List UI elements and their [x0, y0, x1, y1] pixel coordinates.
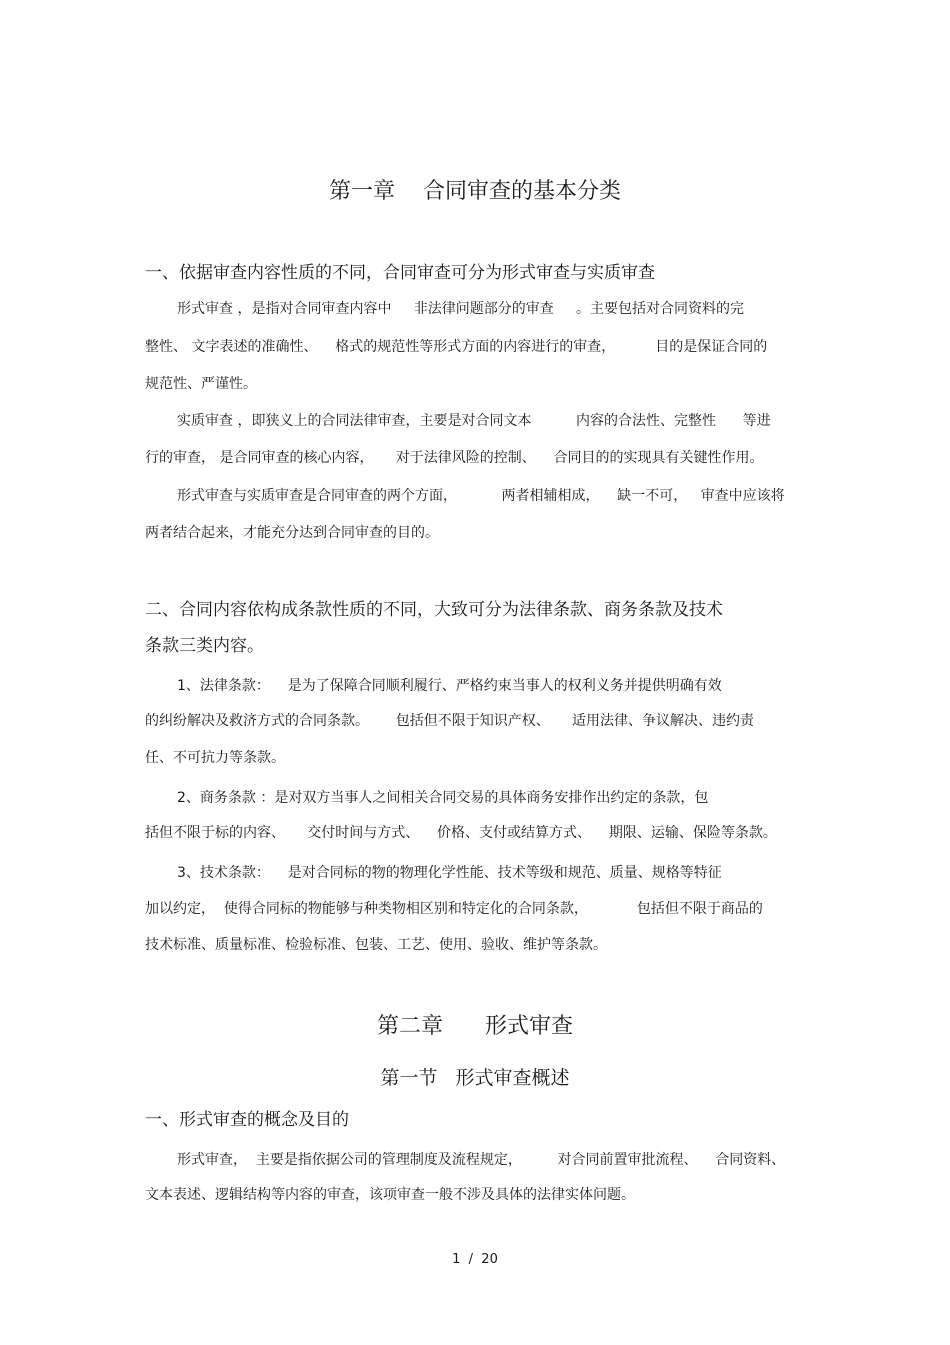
paragraph-line: 形式审查 ，是指对合同审查内容中 非法律问题部分的审查 。主要包括对合同资料的完: [177, 301, 744, 317]
paragraph-line: 1、法律条款： 是为了保障合同顺利履行、严格约束当事人的权利义务并提供明确有效: [177, 678, 722, 694]
paragraph-line: 规范性、严谨性。: [145, 376, 257, 392]
section-2-heading-line-2: 条款三类内容。: [145, 636, 264, 656]
chapter-1-title: 第一章 合同审查的基本分类: [329, 179, 621, 204]
chapter-2-sub-heading: 一、形式审查的概念及目的: [145, 1110, 349, 1130]
chapter-2-title: 第二章 形式审查: [377, 1014, 573, 1039]
paragraph-line: 3、技术条款： 是对合同标的物的物理化学性能、技术等级和规范、质量、规格等特征: [177, 865, 722, 881]
paragraph-line: 文本表述、逻辑结构等内容的审查，该项审查一般不涉及具体的法律实体问题。: [145, 1187, 635, 1203]
page-number: 1 / 20: [452, 1252, 498, 1267]
paragraph-line: 形式审查， 主要是指依据公司的管理制度及流程规定， 对合同前置审批流程、 合同资料、: [177, 1152, 786, 1168]
section-1-heading: 一、依据审查内容性质的不同，合同审查可分为形式审查与实质审查: [145, 263, 655, 283]
paragraph-line: 形式审查与实质审查是合同审查的两个方面， 两者相辅相成， 缺一不可， 审查中应该将: [177, 488, 785, 504]
paragraph-line: 行的审查， 是合同审查的核心内容， 对于法律风险的控制、 合同目的的实现具有关键性作用。: [145, 450, 764, 466]
paragraph-line: 实质审查 ，即狭义上的合同法律审查，主要是对合同文本 内容的合法性、完整性 等进: [177, 413, 771, 429]
paragraph-line: 的纠纷解决及救济方式的合同条款。 包括但不限于知识产权、 适用法律、争议解决、违约责: [145, 713, 754, 729]
chapter-2-section-title: 第一节 形式审查概述: [380, 1067, 570, 1089]
paragraph-line: 2、商务条款 ：是对双方当事人之间相关合同交易的具体商务安排作出约定的条款，包: [177, 790, 709, 806]
section-2-heading-line-1: 二、合同内容依构成条款性质的不同，大致可分为法律条款、商务条款及技术: [145, 600, 723, 620]
paragraph-line: 任、不可抗力等条款。: [145, 750, 285, 766]
paragraph-line: 整性、 文字表述的准确性、 格式的规范性等形式方面的内容进行的审查， 目的是保证合同的: [145, 339, 768, 355]
paragraph-line: 两者结合起来，才能充分达到合同审查的目的。: [145, 525, 439, 541]
paragraph-line: 括但不限于标的内容、 交付时间与方式、 价格、支付或结算方式、 期限、运输、保险等条款。: [145, 825, 777, 841]
paragraph-line: 加以约定， 使得合同标的物能够与种类物相区别和特定化的合同条款， 包括但不限于商品的: [145, 901, 763, 917]
paragraph-line: 技术标准、质量标准、检验标准、包装、工艺、使用、验收、维护等条款。: [145, 937, 607, 953]
